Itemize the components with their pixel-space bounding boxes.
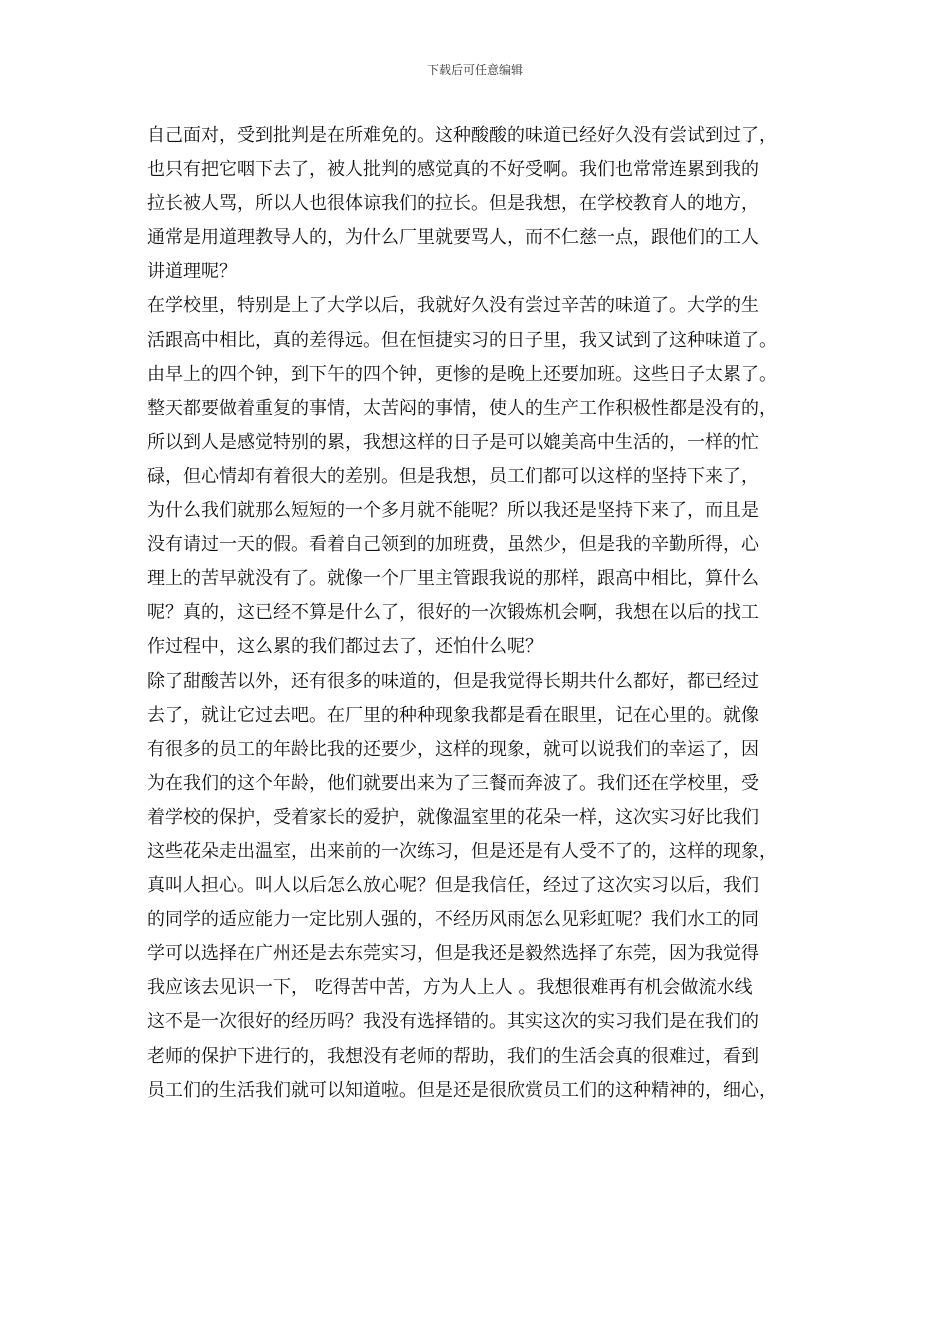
text-line: 学可以选择在广州还是去东莞实习，但是我还是毅然选择了东莞，因为我觉得	[147, 943, 759, 965]
text-line: 着学校的保护，受着家长的爱护，就像温室里的花朵一样，这次实习好比我们	[147, 806, 759, 828]
text-line: 为在我们的这个年龄，他们就要出来为了三餐而奔波了。我们还在学校里，受	[147, 772, 759, 794]
text-line: 在学校里，特别是上了大学以后，我就好久没有尝过辛苦的味道了。大学的生	[147, 295, 759, 317]
text-line: 老师的保护下进行的，我想没有老师的帮助，我们的生活会真的很难过，看到	[147, 1045, 759, 1067]
text-line: 去了，就让它过去吧。在厂里的种种现象我都是看在眼里，记在心里的。就像	[147, 704, 759, 726]
text-line: 由早上的四个钟，到下午的四个钟，更惨的是晚上还要加班。这些日子太累了。	[147, 363, 777, 385]
text-line: 理上的苦早就没有了。就像一个厂里主管跟我说的那样，跟高中相比，算什么	[147, 568, 759, 590]
text-line: 自己面对，受到批判是在所难免的。这种酸酸的味道已经好久没有尝试到过了，	[147, 125, 777, 146]
text-line: 为什么我们就那么短短的一个多月就不能呢？所以我还是坚持下来了，而且是	[147, 500, 759, 522]
text-line: 讲道理呢？	[147, 261, 237, 283]
text-line: 作过程中，这么累的我们都过去了，还怕什么呢？	[147, 636, 543, 658]
text-line: 我应该去见识一下， 吃得苦中苦，方为人上人 。我想很难再有机会做流水线	[147, 977, 753, 999]
page-header: 下载后可任意编辑	[426, 63, 523, 77]
text-line: 所以到人是感觉特别的累，我想这样的日子是可以媲美高中生活的，一样的忙	[147, 431, 759, 453]
text-line: 有很多的员工的年龄比我的还要少，这样的现象，就可以说我们的幸运了，因	[147, 738, 759, 760]
body-text	[147, 119, 837, 1108]
text-line: 这些花朵走出温室，出来前的一次练习，但是还是有人受不了的，这样的现象，	[147, 840, 777, 862]
text-line: 拉长被人骂，所以人也很体谅我们的拉长。但是我想，在学校教育人的地方，	[147, 193, 759, 215]
text-line: 活跟高中相比，真的差得远。但在恒捷实习的日子里，我又试到了这种味道了。	[147, 329, 777, 351]
text-line: 也只有把它咽下去了，被人批判的感觉真的不好受啊。我们也常常连累到我的	[147, 159, 759, 181]
text-line: 呢？真的，这已经不算是什么了，很好的一次锻炼机会啊，我想在以后的找工	[147, 602, 759, 624]
text-line: 真叫人担心。叫人以后怎么放心呢？但是我信任，经过了这次实习以后，我们	[147, 875, 759, 897]
text-line: 的同学的适应能力一定比别人强的，不经历风雨怎么见彩虹呢？我们水工的同	[147, 909, 759, 931]
text-line: 碌，但心情却有着很大的差别。但是我想，员工们都可以这样的坚持下来了，	[147, 465, 759, 487]
text-line: 这不是一次很好的经历吗？我没有选择错的。其实这次的实习我们是在我们的	[147, 1011, 759, 1033]
text-line: 通常是用道理教导人的，为什么厂里就要骂人，而不仁慈一点，跟他们的工人	[147, 227, 759, 249]
text-line: 员工们的生活我们就可以知道啦。但是还是很欣赏员工们的这种精神的，细心，	[147, 1079, 777, 1101]
text-line: 没有请过一天的假。看着自己领到的加班费，虽然少，但是我的辛勤所得，心	[147, 534, 759, 556]
text-line: 除了甜酸苦以外，还有很多的味道的，但是我觉得长期共什么都好，都已经过	[147, 670, 759, 692]
text-line: 整天都要做着重复的事情，太苦闷的事情，使人的生产工作积极性都是没有的，	[147, 397, 777, 419]
